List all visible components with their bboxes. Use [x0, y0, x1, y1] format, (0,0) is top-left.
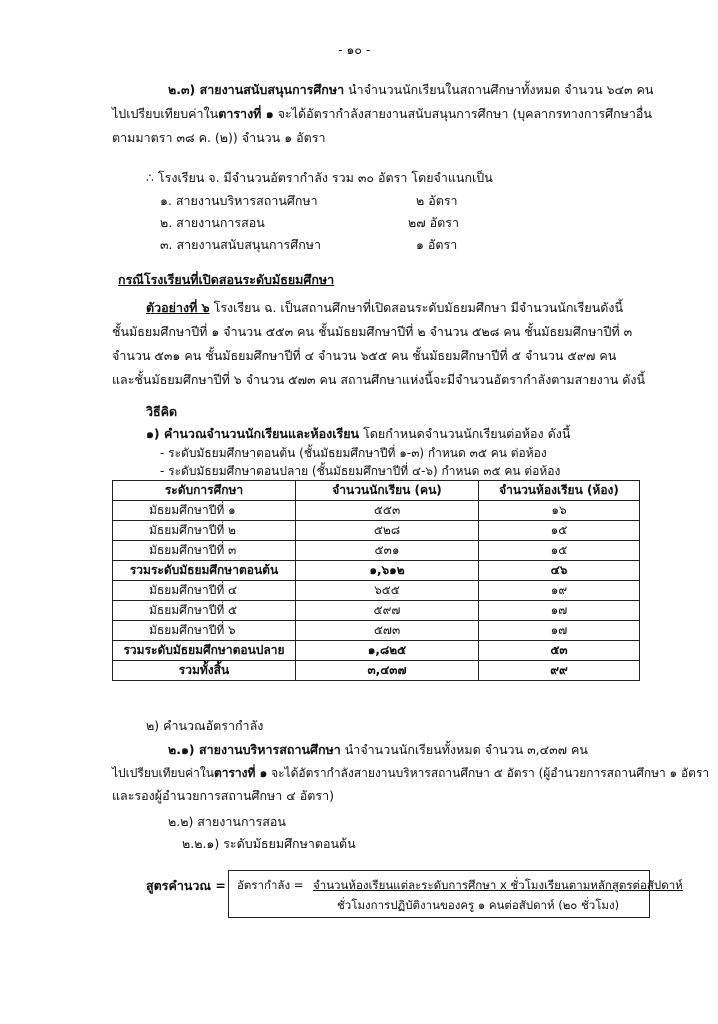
sec23-line1	[168, 80, 653, 100]
formula-box	[228, 870, 683, 918]
row-level: มัธยมศึกษาปีที่ ๕	[113, 601, 296, 621]
sec23-line2-a: ไปเปรียบเทียบค่าใน	[112, 106, 219, 121]
table-subtotal-row	[113, 561, 640, 581]
summary-item-label: ๑. สายงานบริหารสถานศึกษา	[160, 193, 318, 208]
row-level: รวมระดับมัธยมศึกษาตอนต้น	[113, 561, 296, 581]
header-students: จำนวนนักเรียน (คน)	[296, 481, 479, 501]
table-row	[113, 521, 640, 541]
sec23-heading: ๒.๓) สายงานสนับสนุนการศึกษา	[168, 82, 345, 97]
sec23-line2	[112, 104, 652, 124]
sec23-line3: ตามมาตรา ๓๘ ค. (๒)) จำนวน ๑ อัตรา	[112, 130, 326, 145]
table-header-row	[113, 481, 640, 501]
row-rooms: ๙๙	[479, 661, 640, 681]
row-rooms: ๔๖	[479, 561, 640, 581]
step1-heading: ๑) คำนวณจำนวนนักเรียนและห้องเรียน	[146, 426, 360, 441]
row-level: มัธยมศึกษาปีที่ ๒	[113, 521, 296, 541]
row-level: มัธยมศึกษาปีที่ ๔	[113, 581, 296, 601]
s21-line2-c: จะได้อัตรากำลังสายงานบริหารสถานศึกษา ๕ อัตรา (ผู้อำนวยการสถานศึกษา ๑ อัตรา	[271, 766, 710, 780]
row-students: ๕๒๘	[296, 521, 479, 541]
row-students: ๕๕๓	[296, 501, 479, 521]
sec23-line2-c: จะได้อัตรากำลังสายงานสนับสนุนการศึกษา (บุคลากรทางการศึกษาอื่น	[277, 106, 652, 121]
table-ref: ตารางที่ ๑	[218, 106, 274, 121]
table-row	[113, 601, 640, 621]
s22-heading: ๒.๒) สายงานการสอน	[168, 814, 286, 829]
example-line1	[146, 298, 623, 318]
s21-rest: นำจำนวนนักเรียนทั้งหมด จำนวน ๓,๔๓๗ คน	[344, 742, 588, 757]
row-level: มัธยมศึกษาปีที่ ๑	[113, 501, 296, 521]
row-rooms: ๑๕	[479, 541, 640, 561]
row-students: ๕๙๗	[296, 601, 479, 621]
row-students: ๕๓๑	[296, 541, 479, 561]
example-label: ตัวอย่างที่ ๖	[146, 300, 210, 315]
row-students: ๖๕๕	[296, 581, 479, 601]
summary-intro: ∴ โรงเรียน จ. มีจำนวนอัตรากำลัง รวม ๓๐ อัตรา โดยจำแนกเป็น	[146, 170, 493, 185]
row-students: ๓,๔๓๗	[296, 661, 479, 681]
row-rooms: ๕๓	[479, 641, 640, 661]
formula-label: สูตรคำนวณ =	[146, 878, 226, 893]
case-heading: กรณีโรงเรียนที่เปิดสอนระดับมัธยมศึกษา	[118, 272, 335, 287]
table-total-row	[113, 661, 640, 681]
row-rooms: ๑๗	[479, 621, 640, 641]
sec23-line1-rest: นำจำนวนนักเรียนในสถานศึกษาทั้งหมด จำนวน ๖๔๓ คน	[348, 82, 654, 97]
row-level: รวมระดับมัธยมศึกษาตอนปลาย	[113, 641, 296, 661]
rule-lower-secondary: - ระดับมัธยมศึกษาตอนต้น (ชั้นมัธยมศึกษาปีที่ ๑-๓) กำหนด ๓๕ คน ต่อห้อง	[160, 446, 547, 460]
s21-line1	[168, 740, 588, 760]
formula-numerator: จำนวนห้องเรียนแต่ละระดับการศึกษา x ชั่วโมงเรียนตามหลักสูตรต่อสัปดาห์	[313, 878, 683, 892]
formula-denominator: ชั่วโมงการปฏิบัติงานของครู ๑ คนต่อสัปดาห์ (๒๐ ชั่วโมง)	[337, 898, 620, 912]
example-line1-rest: โรงเรียน ฉ. เป็นสถานศึกษาที่เปิดสอนระดับมัธยมศึกษา มีจำนวนนักเรียนดังนี้	[213, 300, 624, 315]
example-line4: และชั้นมัธยมศึกษาปีที่ ๖ จำนวน ๕๗๓ คน สถานศึกษาแห่งนี้จะมีจำนวนอัตรากำลังตามสายงาน ดังนี้	[112, 372, 646, 387]
row-level: มัธยมศึกษาปีที่ ๖	[113, 621, 296, 641]
row-students: ๕๗๓	[296, 621, 479, 641]
table-subtotal-row	[113, 641, 640, 661]
row-rooms: ๑๙	[479, 581, 640, 601]
row-rooms: ๑๗	[479, 601, 640, 621]
summary-item-value: ๒ อัตรา	[416, 193, 458, 208]
s21-line2	[112, 764, 709, 783]
summary-item-label: ๒. สายงานการสอน	[160, 215, 265, 230]
step1-line	[146, 424, 570, 444]
header-level: ระดับการศึกษา	[113, 481, 296, 501]
rule-upper-secondary: - ระดับมัธยมศึกษาตอนปลาย (ชั้นมัธยมศึกษาปีที่ ๔-๖) กำหนด ๓๕ คน ต่อห้อง	[160, 464, 561, 478]
row-rooms: ๑๖	[479, 501, 640, 521]
page-number: - ๑๐ -	[338, 42, 371, 57]
row-students: ๑,๘๒๕	[296, 641, 479, 661]
example-line2: ชั้นมัธยมศึกษาปีที่ ๑ จำนวน ๕๕๓ คน ชั้นมัธยมศึกษาปีที่ ๒ จำนวน ๕๒๘ คน ชั้นมัธยมศึกษาปีที่ ๓	[112, 324, 633, 339]
table-ref: ตารางที่ ๑	[213, 766, 268, 780]
s21-line2-a: ไปเปรียบเทียบค่าใน	[112, 766, 214, 780]
s21-line3: และรองผู้อำนวยการสถานศึกษา ๔ อัตรา)	[112, 788, 334, 803]
table-row	[113, 541, 640, 561]
method-heading: วิธีคิด	[146, 404, 178, 419]
table-row	[113, 501, 640, 521]
row-students: ๑,๖๑๒	[296, 561, 479, 581]
table-row	[113, 581, 640, 601]
example-line3: จำนวน ๕๓๑ คน ชั้นมัธยมศึกษาปีที่ ๔ จำนวน ๖๕๕ คน ชั้นมัธยมศึกษาปีที่ ๕ จำนวน ๕๙๗ คน	[112, 348, 617, 363]
summary-item-value: ๒๗ อัตรา	[408, 215, 459, 230]
row-rooms: ๑๕	[479, 521, 640, 541]
summary-item-value: ๑ อัตรา	[416, 237, 458, 252]
step2-heading: ๒) คำนวณอัตรากำลัง	[146, 718, 264, 733]
row-level: มัธยมศึกษาปีที่ ๓	[113, 541, 296, 561]
table-row	[113, 621, 640, 641]
s221-heading: ๒.๒.๑) ระดับมัธยมศึกษาตอนต้น	[182, 836, 356, 851]
s21-heading: ๒.๑) สายงานบริหารสถานศึกษา	[168, 742, 341, 757]
header-rooms: จำนวนห้องเรียน (ห้อง)	[479, 481, 640, 501]
row-level: รวมทั้งสิ้น	[113, 661, 296, 681]
summary-item-label: ๓. สายงานสนับสนุนการศึกษา	[160, 237, 322, 252]
step1-rest: โดยกำหนดจำนวนนักเรียนต่อห้อง ดังนี้	[363, 426, 571, 441]
student-room-table	[112, 480, 640, 681]
formula-lhs: อัตรากำลัง =	[237, 878, 304, 892]
